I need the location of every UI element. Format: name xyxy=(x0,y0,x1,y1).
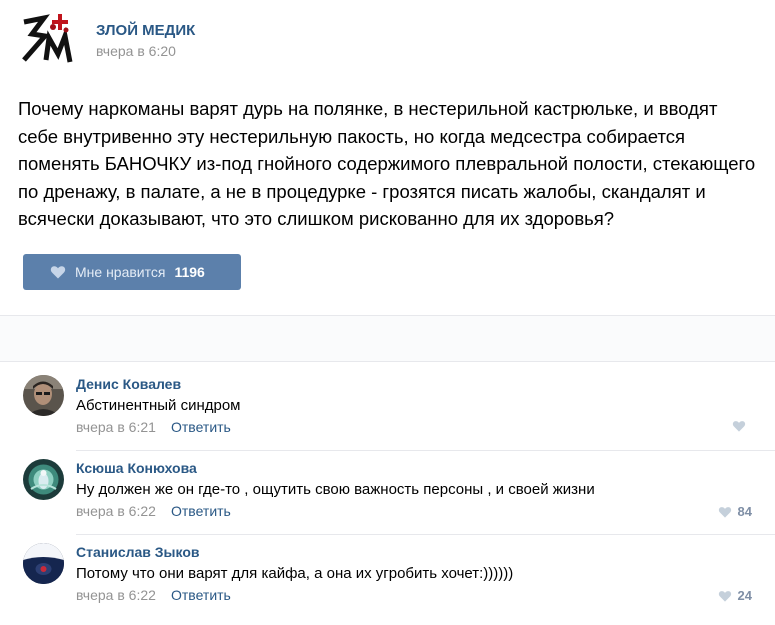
comment-text: Ну должен же он где-то , ощутить свою важность персоны , и своей жизни xyxy=(76,481,595,498)
heart-icon xyxy=(50,265,66,279)
comment-like-button[interactable] xyxy=(718,588,752,603)
avatar[interactable] xyxy=(23,459,64,500)
group-logo[interactable] xyxy=(18,10,76,68)
comment-author[interactable]: Станислав Зыков xyxy=(76,544,200,560)
post-text: Почему наркоманы варят дурь на полянке, в нестерильной кастрюльке, и вводят себе внутривенно эту нестерильную пакость, но когда медсестра собирается поменять БАНОЧКУ из-под гнойного содержимого плевральной полости, стекающего по дренажу, в палате, а не в процедурке - грозятся писать жалобы, скандалят и всячески доказывают, что это слишком рискованно для их здоровья? xyxy=(18,98,756,229)
comment-timestamp[interactable]: вчера в 6:21 xyxy=(76,419,156,435)
like-button[interactable] xyxy=(23,254,241,290)
like-count: 1196 xyxy=(174,264,205,280)
comment-divider xyxy=(76,534,775,535)
like-label: Мне нравится xyxy=(75,264,166,280)
comment-timestamp[interactable]: вчера в 6:22 xyxy=(76,587,156,603)
avatar[interactable] xyxy=(23,543,64,584)
avatar-photo xyxy=(23,543,64,584)
post-divider-bottom xyxy=(0,361,775,362)
post-timestamp[interactable]: вчера в 6:20 xyxy=(96,43,176,59)
comment-text: Абстинентный синдром xyxy=(76,397,241,414)
comment-like-button[interactable] xyxy=(732,420,752,432)
heart-icon xyxy=(718,506,732,518)
comment-item xyxy=(0,375,775,457)
avatar-photo xyxy=(23,375,64,416)
comment-author[interactable]: Денис Ковалев xyxy=(76,376,182,392)
comment-item xyxy=(0,543,775,625)
comments-gap xyxy=(0,316,775,362)
comment-item xyxy=(0,459,775,541)
comment-author[interactable]: Ксюша Конюхова xyxy=(76,460,197,476)
reply-link[interactable]: Ответить xyxy=(171,419,231,435)
reply-link[interactable]: Ответить xyxy=(171,587,231,603)
reply-link[interactable]: Ответить xyxy=(171,503,231,519)
comment-text: Потому что они варят для кайфа, а она их угробить хочет:)))))) xyxy=(76,565,514,582)
comment-like-count: 24 xyxy=(737,588,752,603)
avatar[interactable] xyxy=(23,375,64,416)
heart-icon xyxy=(732,420,746,432)
comment-divider xyxy=(76,450,775,451)
heart-icon xyxy=(718,590,732,602)
comment-like-count: 84 xyxy=(737,504,752,519)
avatar-photo xyxy=(23,459,64,500)
group-name-link[interactable]: ЗЛОЙ МЕДИК xyxy=(96,22,196,39)
comment-like-button[interactable] xyxy=(718,504,752,519)
comment-timestamp[interactable]: вчера в 6:22 xyxy=(76,503,156,519)
